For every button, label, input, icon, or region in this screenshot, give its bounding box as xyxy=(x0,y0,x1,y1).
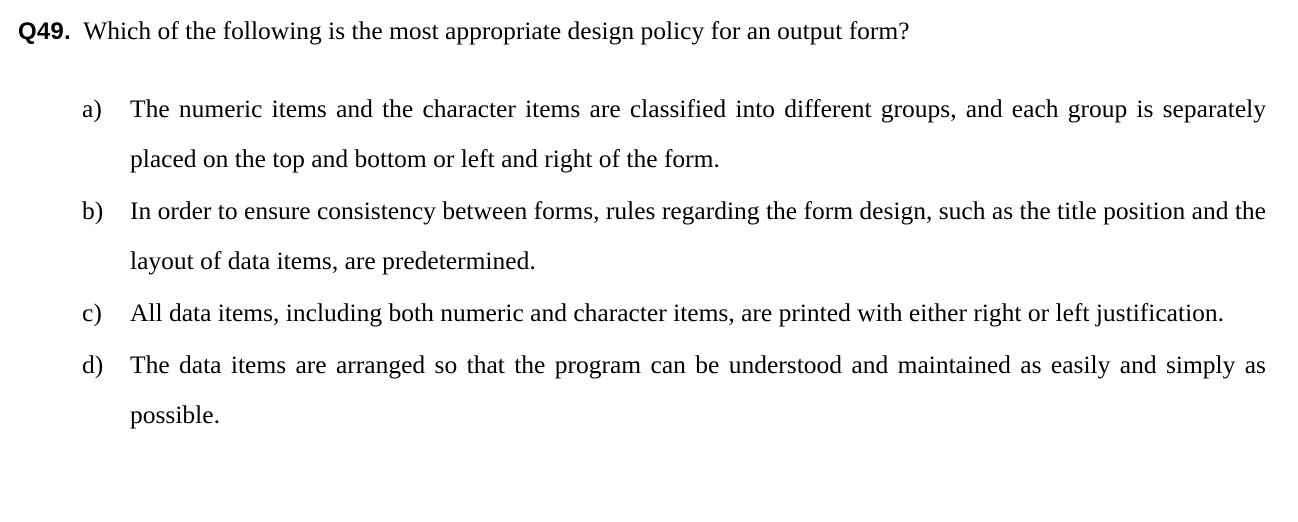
option-item-b[interactable] xyxy=(82,186,1280,286)
option-text-d: The data items are arranged so that the program can be understood and maintained as easily and simply as possible. xyxy=(130,350,1266,430)
option-label-c: c) xyxy=(82,298,102,328)
option-list xyxy=(18,84,1280,440)
option-item-c[interactable] xyxy=(82,288,1280,338)
option-label-d: d) xyxy=(82,350,104,380)
option-label-a: a) xyxy=(82,94,102,124)
option-label-b: b) xyxy=(82,196,104,226)
question-number: Q49. xyxy=(18,18,71,45)
option-text-a: The numeric items and the character items are classified into different groups, and each group is separately placed on the top and bottom or left and right of the form. xyxy=(130,94,1266,174)
option-item-d[interactable] xyxy=(82,340,1280,440)
option-text-b: In order to ensure consistency between forms, rules regarding the form design, such as the title position and the layout of data items, are predetermined. xyxy=(130,196,1266,276)
option-text-c: All data items, including both numeric and character items, are printed with either right or left justification. xyxy=(130,298,1225,328)
question-text: Which of the following is the most appropriate design policy for an output form? xyxy=(83,16,910,45)
question-stem xyxy=(18,14,1280,48)
option-item-a[interactable] xyxy=(82,84,1280,184)
